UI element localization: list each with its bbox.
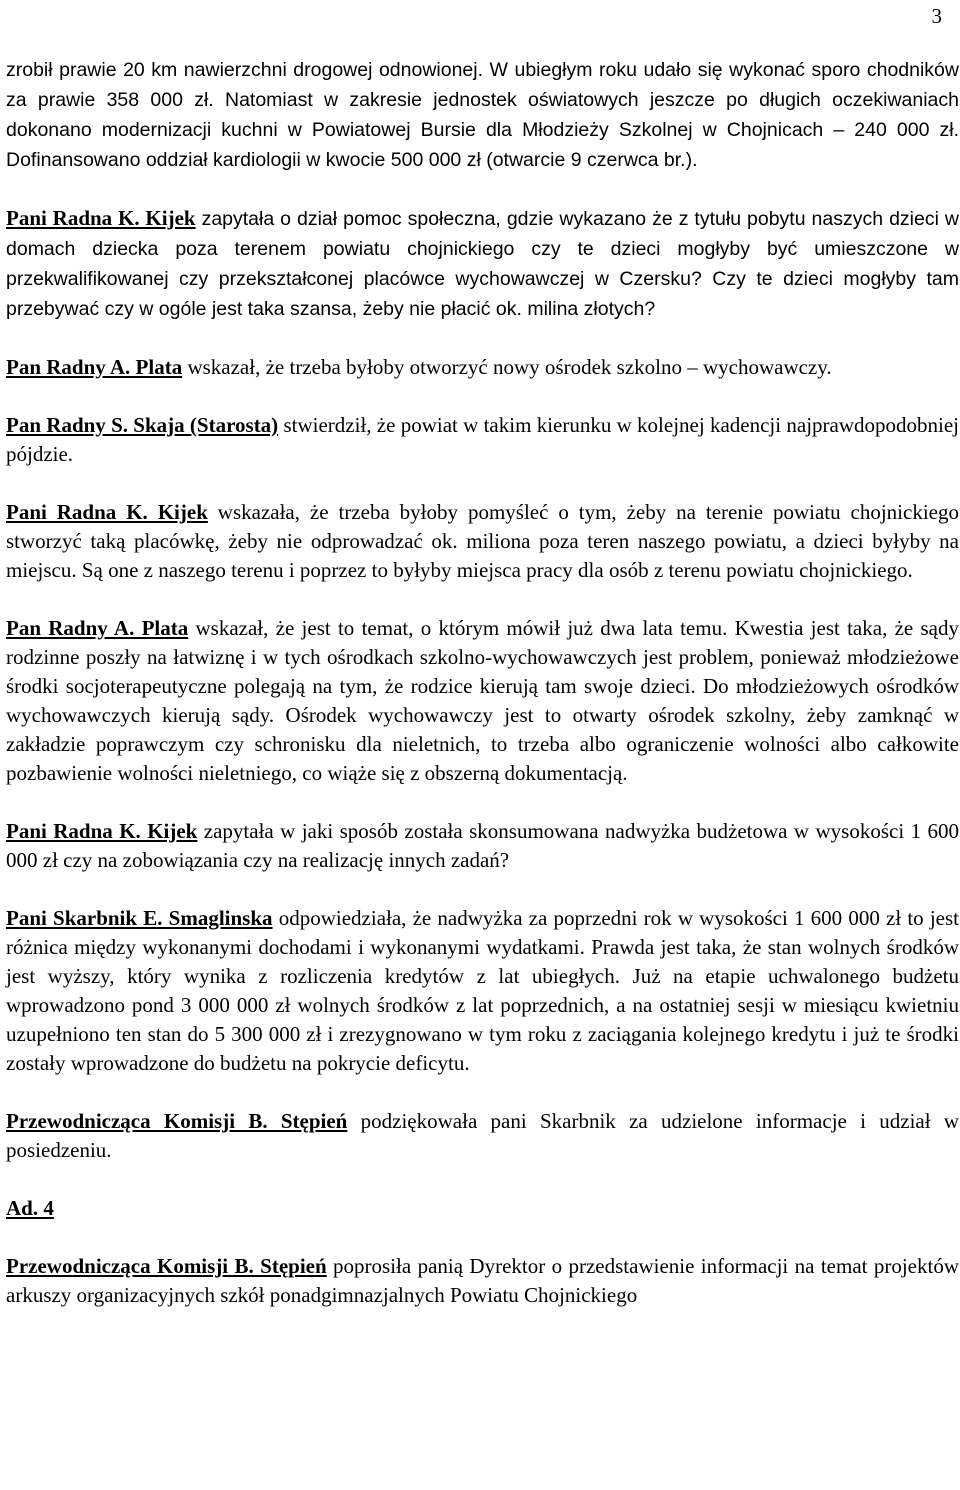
paragraph-text: odpowiedziała, że nadwyżka za poprzedni rok w wysokości 1 600 000 zł to jest różnica między wykonanymi dochodami i wykonanymi wydatkami. Prawda jest taka, że stan wolnych środków jest wyższy, który wynika z rozliczenia kredytów z lat ubiegłych. Już na etapie uchwalonego budżetu wprowadzono pond 3 000 000 zł wolnych środków z lat poprzednich, a na ostatniej sesji w miesiącu kwietniu uzupełniono ten stan do 5 300 000 zł i zrezygnowano w tym roku z zaciągania kolejnego kredytu i już te środki zostały wprowadzone do budżetu na pokrycie deficytu. [6, 906, 959, 1075]
paragraph-skarbnik-answer [6, 904, 959, 1078]
paragraph-text: wskazała, że trzeba byłoby pomyśleć o tym, żeby na terenie powiatu chojnickiego stworzyć taką placówkę, żeby nie odprowadzać ok. miliona poza teren naszego powiatu, a dzieci byłyby na miejscu. Są one z naszego terenu i poprzez to byłyby miejsca pracy dla osób z terenu powiatu chojnickiego. [6, 500, 959, 582]
paragraph-stepien-thanks [6, 1107, 959, 1165]
paragraph-text: zapytała o dział pomoc społeczna, gdzie wykazano że z tytułu pobytu naszych dzieci w domach dziecka poza terenem powiatu chojnickiego czy te dzieci mogłyby być umieszczone w przekwalifikowanej czy przekształconej placówce wychowawczej w Czersku? Czy te dzieci mogłyby tam przebywać czy w ogóle jest taka szansa, żeby nie płacić ok. milina złotych? [6, 208, 959, 320]
speaker-name: Przewodnicząca Komisji B. Stępień [6, 1254, 327, 1278]
paragraph-text: wskazał, że jest to temat, o którym mówił już dwa lata temu. Kwestia jest taka, że sądy rodzinne poszły na łatwiznę i w tych ośrodkach szkolno-wychowawczych jest problem, ponieważ młodzieżowe środki socjoterapeutyczne polegają na tym, że rodzice kierują tam swoje dzieci. Do młodzieżowych ośrodków wychowawczych kierują sądy. Ośrodek wychowawczy jest to otwarty ośrodek szkolny, żeby zamknąć w zakładzie poprawczym czy schronisku dla nieletnich, to trzeba albo ograniczenie wolności albo całkowite pozbawienie wolności nieletniego, co wiąże się z obszerną dokumentacją. [6, 616, 959, 785]
paragraph-skaja-statement [6, 411, 959, 469]
speaker-name: Pani Radna K. Kijek [6, 206, 196, 230]
speaker-name: Pani Radna K. Kijek [6, 500, 208, 524]
speaker-name: Pan Radny S. Skaja (Starosta) [6, 413, 279, 437]
paragraph-text: podziękowała pani Skarbnik za udzielone informacje i udział w posiedzeniu. [6, 1109, 959, 1162]
paragraph-kijek-budget-question [6, 817, 959, 875]
document-body [6, 55, 959, 1339]
paragraph-intro [6, 55, 959, 175]
paragraph-text: stwierdził, że powiat w takim kierunku w kolejnej kadencji najprawdopodobniej pójdzie. [6, 413, 960, 466]
page-number: 3 [931, 4, 942, 28]
paragraph-text: wskazał, że trzeba byłoby otworzyć nowy ośrodek szkolno – wychowawczy. [182, 355, 832, 379]
speaker-name: Pan Radny A. Plata [6, 355, 183, 379]
paragraph-text: zapytała w jaki sposób została skonsumowana nadwyżka budżetowa w wysokości 1 600 000 zł czy na zobowiązania czy na realizację innych zadań? [6, 819, 959, 872]
speaker-name: Pani Skarbnik E. Smaglinska [6, 906, 273, 930]
paragraph-plata-answer [6, 353, 959, 382]
paragraph-text: poprosiła panią Dyrektor o przedstawienie informacji na temat projektów arkuszy organizacyjnych szkół ponadgimnazjalnych Powiatu Chojnickiego [6, 1254, 959, 1307]
paragraph-plata-explanation [6, 614, 959, 788]
speaker-name: Pan Radny A. Plata [6, 616, 189, 640]
section-heading-ad4 [6, 1194, 959, 1223]
speaker-name: Przewodnicząca Komisji B. Stępień [6, 1109, 348, 1133]
paragraph-kijek-remark [6, 498, 959, 585]
paragraph-kijek-question [6, 204, 959, 324]
paragraph-stepien-request [6, 1252, 959, 1310]
paragraph-text: zrobił prawie 20 km nawierzchni drogowej odnowionej. W ubiegłym roku udało się wykonać sporo chodników za prawie 358 000 zł. Natomiast w zakresie jednostek oświatowych jeszcze po długich oczekiwaniach dokonano modernizacji kuchni w Powiatowej Bursie dla Młodzieży Szkolnej w Chojnicach – 240 000 zł. Dofinansowano oddział kardiologii w kwocie 500 000 zł (otwarcie 9 czerwca br.). [6, 59, 959, 171]
section-heading-text: Ad. 4 [6, 1196, 54, 1220]
speaker-name: Pani Radna K. Kijek [6, 819, 198, 843]
